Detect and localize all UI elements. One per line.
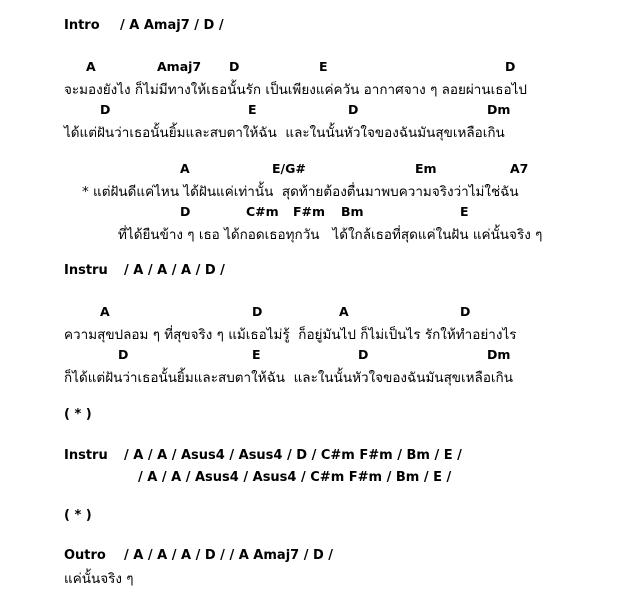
chord-symbol: Em	[415, 161, 437, 176]
chord-symbol: D	[118, 347, 129, 362]
section-text: / A Amaj7 / D /	[120, 18, 224, 33]
lyric-line	[0, 180, 620, 201]
section-line	[0, 448, 620, 470]
lyric-text: ก็ได้แต่ฝันว่าเธอนั้นยิ้มและสบตาให้ฉัน และในนั้นหัวใจของฉันมันสุขเหลือเกิน	[64, 370, 513, 386]
chord-line	[0, 161, 620, 180]
chord-symbol: D	[505, 59, 516, 74]
chord-symbol: E	[252, 347, 261, 362]
section-text: / A / A / Asus4 / Asus4 / D / C#m F#m / Bm / E /	[124, 448, 462, 463]
chord-line	[0, 347, 620, 366]
section-line	[0, 263, 620, 285]
chord-symbol: D	[180, 204, 191, 219]
chord-symbol: Dm	[487, 102, 511, 117]
chord-line	[0, 204, 620, 223]
section-line	[0, 407, 620, 429]
chord-symbol: D	[348, 102, 359, 117]
lyric-text: ความสุขปลอม ๆ ที่สุขจริง ๆ แม้เธอไม่รู้ ก็อยู่มันไป ก็ไม่เป็นไร รักให้ทำอย่างไร	[64, 327, 517, 343]
chord-symbol: D	[100, 102, 111, 117]
chord-symbol: A	[100, 304, 110, 319]
lyric-text: จะมองยังไง ก็ไม่มีทางให้เธอนั้นรัก เป็นเพียงแค่ควัน อากาศจาง ๆ ลอยผ่านเธอไป	[64, 82, 527, 98]
chord-symbol: D	[358, 347, 369, 362]
lyric-text: ที่ได้ยืนข้าง ๆ เธอ ได้กอดเธอทุกวัน ได้ใกล้เธอที่สุดแค่ในฝัน แค่นั้นจริง ๆ	[118, 227, 543, 243]
lyric-text: ได้แต่ฝันว่าเธอนั้นยิ้มและสบตาให้ฉัน และในนั้นหัวใจของฉันมันสุขเหลือเกิน	[64, 125, 505, 141]
lyric-line	[0, 121, 620, 142]
section-text: Intro	[64, 18, 100, 33]
section-text: Instru	[64, 263, 108, 278]
section-text: ( * )	[64, 407, 92, 422]
chord-symbol: A7	[510, 161, 529, 176]
lyric-line	[0, 223, 620, 244]
section-text: / A / A / A / D /	[124, 263, 225, 278]
chord-symbol: A	[180, 161, 190, 176]
lyric-line	[0, 366, 620, 387]
lyric-line	[0, 323, 620, 344]
chord-symbol: D	[252, 304, 263, 319]
lyric-text: * แต่ฝันดีแค่ไหน ได้ฝันแค่เท่านั้น สุดท้ายต้องตื่นมาพบความจริงว่าไม่ใช่ฉัน	[82, 184, 519, 200]
chord-symbol: A	[86, 59, 96, 74]
section-text: ( * )	[64, 508, 92, 523]
section-line	[0, 470, 620, 492]
chord-symbol: Bm	[341, 204, 364, 219]
chord-symbol: F#m	[293, 204, 326, 219]
chord-line	[0, 102, 620, 121]
chord-symbol: E/G#	[272, 161, 306, 176]
lyric-line	[0, 78, 620, 99]
chord-symbol: Dm	[487, 347, 511, 362]
chord-line	[0, 59, 620, 78]
section-text: / A / A / Asus4 / Asus4 / C#m F#m / Bm / E /	[138, 470, 452, 485]
section-text: / A / A / A / D / / A Amaj7 / D /	[124, 548, 334, 563]
chord-symbol: D	[229, 59, 240, 74]
chord-symbol: A	[339, 304, 349, 319]
chord-symbol: Amaj7	[157, 59, 202, 74]
section-line	[0, 508, 620, 530]
chord-symbol: D	[460, 304, 471, 319]
chord-symbol: E	[319, 59, 328, 74]
chord-line	[0, 304, 620, 323]
section-text: Outro	[64, 548, 106, 563]
chord-symbol: E	[248, 102, 257, 117]
section-text: Instru	[64, 448, 108, 463]
section-line	[0, 18, 620, 40]
lyric-line	[0, 567, 620, 588]
lyric-text: แค่นั้นจริง ๆ	[64, 571, 134, 587]
chord-symbol: E	[460, 204, 469, 219]
chord-symbol: C#m	[246, 204, 279, 219]
